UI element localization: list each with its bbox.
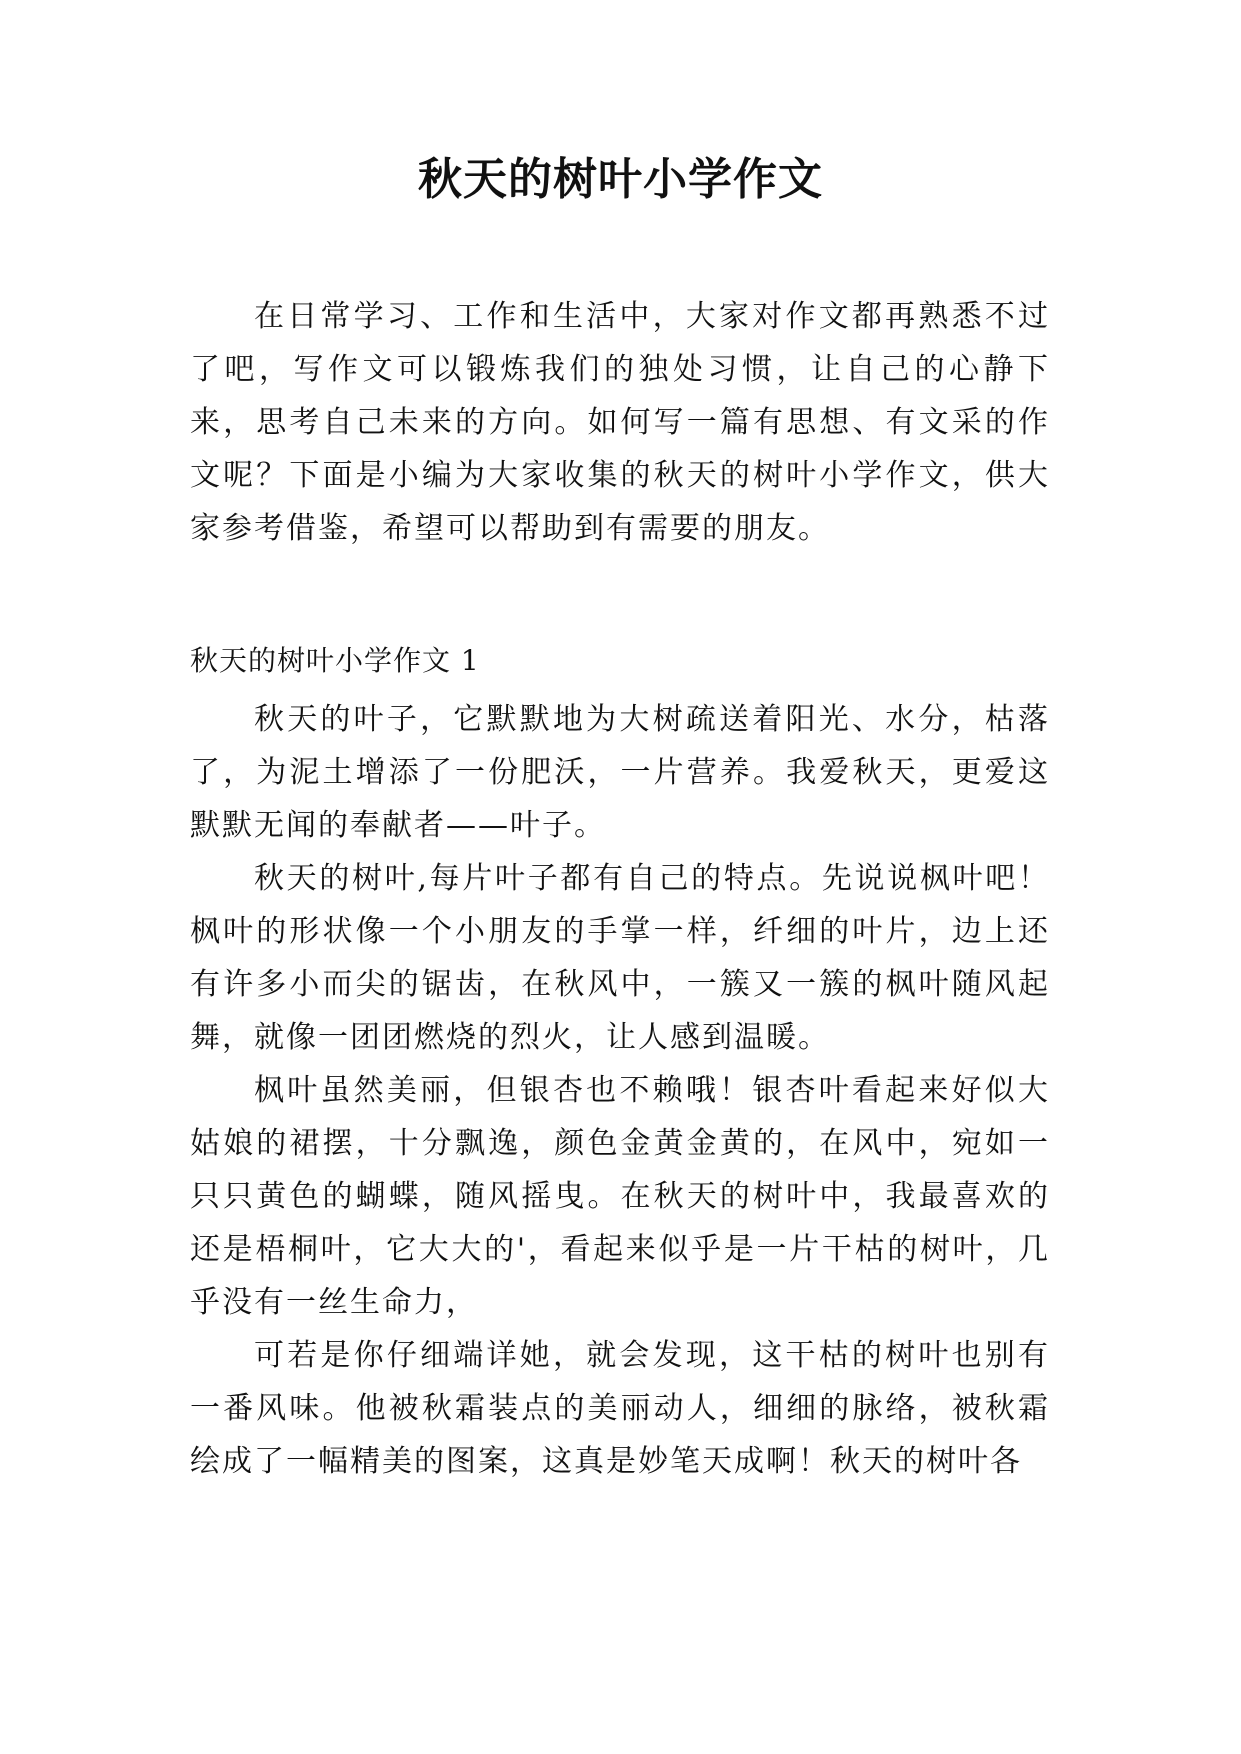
document-title: 秋天的树叶小学作文 [418,154,823,205]
essay-body [190,693,1050,1488]
intro-section [190,290,1050,555]
essay-paragraph-1: 秋天的叶子，它默默地为大树疏送着阳光、水分，枯落了，为泥土增添了一份肥沃，一片营养。我爱秋天，更爱这默默无闻的奉献者——叶子。 [190,702,1050,843]
essay-paragraph-2: 秋天的树叶,每片叶子都有自己的特点。先说说枫叶吧！枫叶的形状像一个小朋友的手掌一样，纤细的叶片，边上还有许多小而尖的锯齿，在秋风中，一簇又一簇的枫叶随风起舞，就像一团团燃烧的烈火，让人感到温暖。 [190,861,1050,1055]
essay-paragraph-3: 枫叶虽然美丽，但银杏也不赖哦！银杏叶看起来好似大姑娘的裙摆，十分飘逸，颜色金黄金黄的，在风中，宛如一只只黄色的蝴蝶，随风摇曳。在秋天的树叶中，我最喜欢的还是梧桐叶，它大大的'，看起来似乎是一片干枯的树叶，几乎没有一丝生命力， [190,1073,1050,1320]
section-heading: 秋天的树叶小学作文 1 [190,644,480,677]
essay-paragraph-4: 可若是你仔细端详她，就会发现，这干枯的树叶也别有一番风味。他被秋霜装点的美丽动人，细细的脉络，被秋霜绘成了一幅精美的图案，这真是妙笔天成啊！秋天的树叶各 [190,1338,1050,1479]
intro-paragraph: 在日常学习、工作和生活中，大家对作文都再熟悉不过了吧，写作文可以锻炼我们的独处习惯，让自己的心静下来，思考自己未来的方向。如何写一篇有思想、有文采的作文呢？下面是小编为大家收集的秋天的树叶小学作文，供大家参考借鉴，希望可以帮助到有需要的朋友。 [190,299,1050,546]
